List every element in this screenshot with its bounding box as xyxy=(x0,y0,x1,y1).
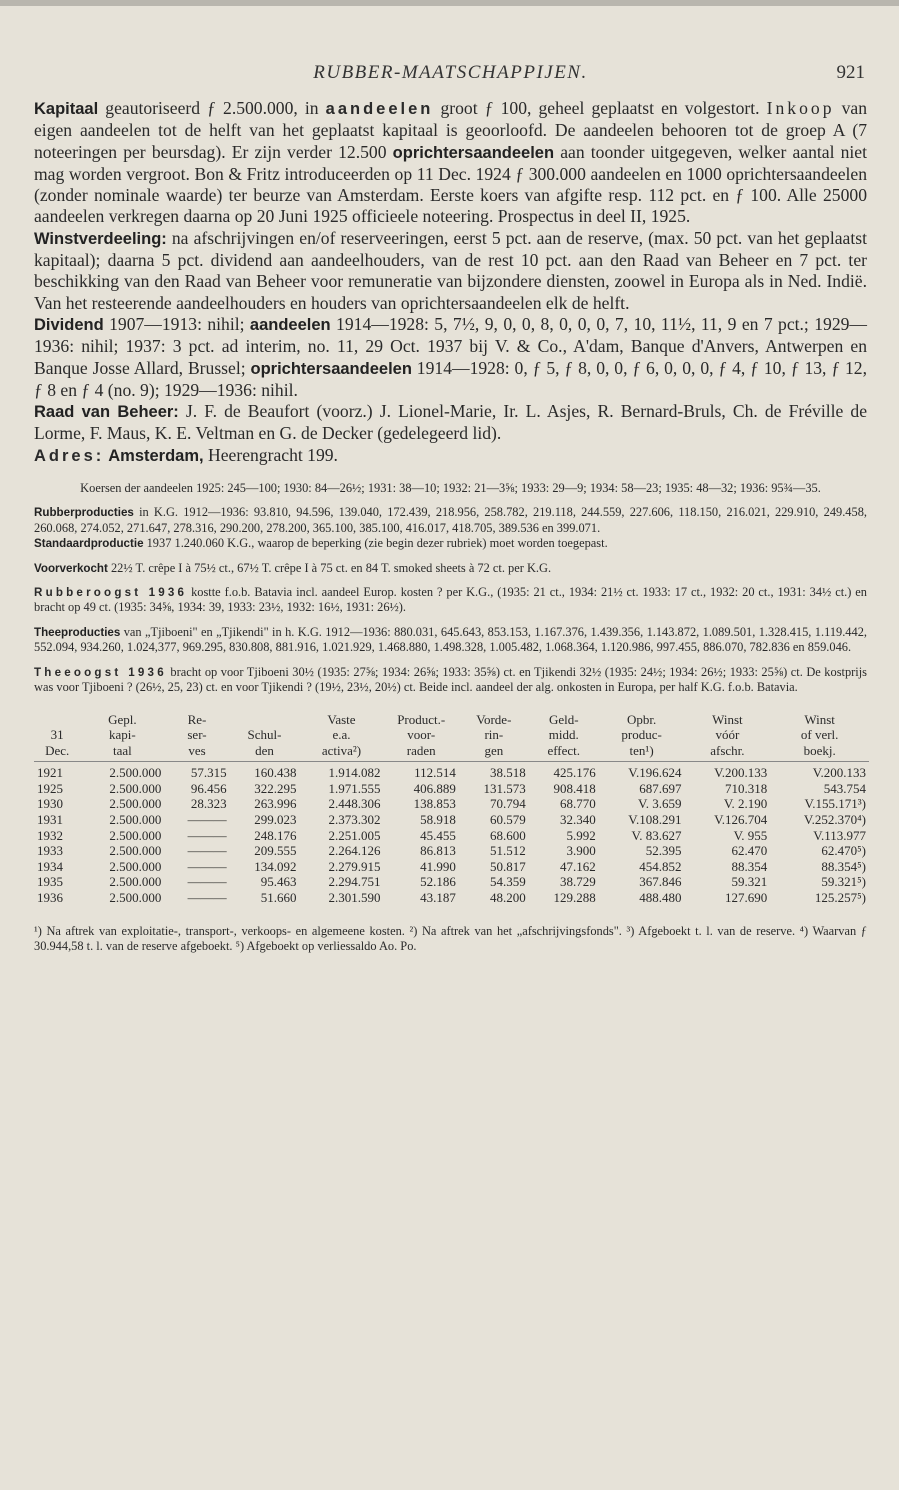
row-year: 1932 xyxy=(37,827,63,843)
table-cell: 2.500.000 xyxy=(109,843,162,859)
table-cell: 43.187 xyxy=(420,890,456,906)
winst-label: Winstverdeeling: xyxy=(34,229,167,248)
table-cell: ——— xyxy=(187,843,227,859)
table-cell: 160.438 xyxy=(254,765,297,781)
table-cell: ——— xyxy=(187,874,227,890)
raad-label: Raad van Beheer: xyxy=(34,403,179,422)
row-year: 1935 xyxy=(37,874,63,890)
table-cell: V.252.370⁴) xyxy=(803,812,866,828)
table-cell: 59.321 xyxy=(731,874,768,890)
rubberproducties-text: in K.G. 1912—1936: 93.810, 94.596, 139.040, 172.439, 218.956, 258.782, 219.118, 244.559, 227.606, 118.150, 216.021, 229.910, 249.458, 260.068, 274.052, 271.647, 278.316, 290.200, 278.200, 365.100, 385.100, 416.017, 418.705, 389.536 en 399.071. xyxy=(34,505,867,535)
table-cell: 38.518 xyxy=(490,765,526,781)
adres-paragraph xyxy=(34,445,867,467)
table-cell: 2.500.000 xyxy=(109,765,162,781)
table-cell: 50.817 xyxy=(490,858,526,874)
dividend-oprichters: oprichtersaandeelen xyxy=(250,359,412,378)
table-cell: 2.500.000 xyxy=(109,796,162,812)
column-header: 31 Dec. xyxy=(45,727,70,758)
row-year: 1934 xyxy=(37,858,63,874)
table-cell: 47.162 xyxy=(559,858,596,874)
dividend-paragraph xyxy=(34,314,867,401)
table-cell: 57.315 xyxy=(190,765,227,781)
table-cell: 2.264.126 xyxy=(328,843,381,859)
table-cell: 2.251.005 xyxy=(328,827,381,843)
table-cell: 406.889 xyxy=(413,780,456,796)
table-cell: 59.321⁵) xyxy=(821,874,866,890)
standaard-text: 1937 1.240.060 K.G., waarop de beperking (zie begin dezer rubriek) moet worden toegepast. xyxy=(143,536,608,551)
voorverkocht-text: 22½ T. crêpe I à 75½ ct., 67½ T. crêpe I à 75 ct. en 84 T. smoked sheets à 72 ct. per K.G. xyxy=(107,560,552,575)
table-cell: 62.470⁵) xyxy=(821,843,866,859)
column-header: Vorde- rin- gen xyxy=(476,711,512,758)
table-cell: 68.770 xyxy=(559,796,596,812)
table-cell: V.200.133 xyxy=(714,765,768,781)
table-cell: 112.514 xyxy=(414,765,456,781)
table-cell: 138.853 xyxy=(413,796,456,812)
table-cell: 2.448.306 xyxy=(328,796,381,812)
table-cell: 2.500.000 xyxy=(109,812,162,828)
adres-city: Amsterdam, xyxy=(104,446,204,465)
table-row xyxy=(34,890,869,906)
table-cell: ——— xyxy=(187,812,227,828)
winst-text: na afschrijvingen en/of reserveeringen, eerst 5 pct. aan de reserve, (max. 50 pct. van het geplaatst kapitaal); daarna 5 pct. dividend aan aandeelhouders, van de rest 10 pct. aan den Raad van Beheer en 7 pct. ter beschikking van den Raad van Beheer voor remuneratie van bijzondere diensten, zoowel in Europa als in Ned. Indië. Van het resteerende aandeelhouders en houders van oprichtersaandeelen elk de helft. xyxy=(34,227,867,313)
table-cell: 2.500.000 xyxy=(109,780,162,796)
table-cell: 248.176 xyxy=(254,827,297,843)
main-text xyxy=(34,98,867,467)
table-cell: 1.914.082 xyxy=(328,765,381,781)
kapitaal-oprichters: oprichtersaandeelen xyxy=(392,143,555,162)
row-year: 1925 xyxy=(37,780,63,796)
table-row xyxy=(34,828,869,844)
table-cell: 2.500.000 xyxy=(109,858,162,874)
table-cell: 38.729 xyxy=(559,874,596,890)
table-cell: 2.500.000 xyxy=(109,874,162,890)
footnotes: ¹) Na aftrek van exploitatie-, transport-, verkoops- en algemeene kosten. ²) Na aftrek van het „afschrijvingsfonds". ³) Afgeboekt t. l. van de reserve. ⁴) Waarvan ƒ 30.944,58 t. l. van de reserve afgeboekt. ⁵) Afgeboekt op verliessaldo Ao. Po. xyxy=(34,923,867,954)
table-cell: 48.200 xyxy=(490,890,526,906)
table-cell: 322.295 xyxy=(254,780,297,796)
table-cell: V.196.624 xyxy=(628,765,682,781)
table-cell: 131.573 xyxy=(483,780,526,796)
table-cell: 86.813 xyxy=(420,843,456,859)
table-cell: 2.294.751 xyxy=(328,874,381,890)
table-cell: 2.500.000 xyxy=(109,890,162,906)
voorverkocht-paragraph xyxy=(34,561,867,576)
rubberoogst-label: Rubberoogst 1936 xyxy=(34,586,188,600)
table-cell: 54.359 xyxy=(490,874,526,890)
table-cell: 51.660 xyxy=(260,890,297,906)
table-cell: 52.186 xyxy=(420,874,456,890)
table-cell: 88.354 xyxy=(731,858,768,874)
dividend-label: Dividend xyxy=(34,315,104,334)
table-cell: 95.463 xyxy=(260,874,297,890)
rubberoogst-paragraph xyxy=(34,585,867,616)
scan-edge xyxy=(0,0,899,6)
raad-paragraph xyxy=(34,401,867,445)
table-cell: 125.257⁵) xyxy=(814,890,866,906)
table-cell: 70.794 xyxy=(490,796,526,812)
table-cell: V.113.977 xyxy=(813,827,866,843)
row-year: 1930 xyxy=(37,796,63,812)
table-cell: 60.579 xyxy=(490,812,526,828)
table-cell: 88.354⁵) xyxy=(821,858,866,874)
table-cell: 263.996 xyxy=(254,796,297,812)
table-cell: 2.279.915 xyxy=(328,858,381,874)
table-cell: V.108.291 xyxy=(628,812,682,828)
table-body xyxy=(34,762,869,906)
table-row xyxy=(34,859,869,875)
table-cell: V. 955 xyxy=(733,827,768,843)
table-cell: ——— xyxy=(187,858,227,874)
kapitaal-text-1: geautoriseerd ƒ 2.500.000, in xyxy=(98,98,326,118)
table-cell: 51.512 xyxy=(490,843,526,859)
financial-table xyxy=(34,712,869,906)
table-cell: V.155.171³) xyxy=(804,796,866,812)
table-cell: 425.176 xyxy=(553,765,596,781)
table-cell: 58.918 xyxy=(420,812,456,828)
table-row xyxy=(34,796,869,812)
dividend-aandeelen: aandeelen xyxy=(249,315,331,334)
row-year: 1936 xyxy=(37,890,63,906)
standaard-paragraph xyxy=(34,536,867,551)
table-cell: 134.092 xyxy=(254,858,297,874)
table-cell: V. 3.659 xyxy=(638,796,682,812)
table-cell: 3.900 xyxy=(566,843,596,859)
table-header-row xyxy=(34,712,869,762)
table-cell: 687.697 xyxy=(639,780,682,796)
row-year: 1921 xyxy=(37,765,63,781)
table-cell: 129.288 xyxy=(553,890,596,906)
table-cell: 2.500.000 xyxy=(109,827,162,843)
table-cell: 209.555 xyxy=(254,843,297,859)
table-row xyxy=(34,843,869,859)
running-head: RUBBER-MAATSCHAPPIJEN. xyxy=(313,62,588,83)
table-cell: 1.971.555 xyxy=(328,780,381,796)
table-cell: ——— xyxy=(187,827,227,843)
rubberproducties-paragraph xyxy=(34,505,867,536)
dividend-text-1: 1907—1913: nihil; xyxy=(103,313,250,334)
table-cell: V.126.704 xyxy=(714,812,768,828)
theeproducties-text: van „Tjiboeni" en „Tjikendi" in h. K.G. 1912—1936: 880.031, 645.643, 853.153, 1.167.376, 1.439.356, 1.143.872, 1.089.501, 1.328.415, 1.119.442, 552.094, 934.260, 1.024,377, 969.295, 830.808, 881.916, 1.021.929, 1.468.880, 1.498.328, 1.005.482, 1.068.364, 1.120.986, 997.455, 886.070, 782.836 en 859.046. xyxy=(34,624,867,655)
column-header: Product.- voor- raden xyxy=(397,711,446,758)
theeproducties-label: Theeproducties xyxy=(34,625,121,639)
adres-label: Adres: xyxy=(34,446,105,465)
table-cell: 488.480 xyxy=(639,890,682,906)
table-cell: 908.418 xyxy=(553,780,596,796)
column-header: Winst of verl. boekj. xyxy=(800,711,839,758)
kapitaal-label: Kapitaal xyxy=(34,100,99,118)
table-cell: 28.323 xyxy=(190,796,227,812)
adres-text: Heerengracht 199. xyxy=(203,444,338,465)
table-cell: 454.852 xyxy=(639,858,682,874)
table-cell: V. 2.190 xyxy=(723,796,768,812)
table-row xyxy=(34,762,869,781)
table-cell: 96.456 xyxy=(190,780,227,796)
table-cell: 62.470 xyxy=(731,843,768,859)
column-header: Geld- midd. effect. xyxy=(547,711,581,758)
theeoogst-paragraph xyxy=(34,665,867,696)
koersen-paragraph: Koersen der aandeelen 1925: 245—100; 1930: 84—26½; 1931: 38—10; 1932: 21—3⅝; 1933: 29—9; 1934: 58—23; 1935: 48—32; 1936: 95¾—35. xyxy=(80,481,821,496)
table-cell: 2.373.302 xyxy=(328,812,381,828)
table-cell: ——— xyxy=(187,890,227,906)
column-header: Opbr. produc- ten¹) xyxy=(621,711,662,758)
table-cell: 5.992 xyxy=(566,827,596,843)
table-row xyxy=(34,781,869,797)
table-cell: 299.023 xyxy=(254,812,297,828)
table-row xyxy=(34,812,869,828)
table-cell: 52.395 xyxy=(645,843,682,859)
winst-paragraph xyxy=(34,228,867,314)
table-cell: 41.990 xyxy=(420,858,456,874)
dividend-text-3: 1914—1928: 0, ƒ 5, ƒ 8, 0, 0, ƒ 6, 0, 0, 0, ƒ 4, ƒ 10, ƒ 13, ƒ 12, ƒ 8 en ƒ 4 (no. 9); 1929—1936: nihil. xyxy=(34,357,868,400)
row-year: 1931 xyxy=(37,812,63,828)
kapitaal-text-2: groot ƒ 100, geheel geplaatst en volgestort. xyxy=(433,98,767,118)
table-cell: 543.754 xyxy=(823,780,866,796)
table-cell: 367.846 xyxy=(639,874,682,890)
statistics-section xyxy=(34,481,867,695)
theeoogst-text: bracht op voor Tjiboeni 30½ (1935: 27⅝; 1934: 26⅝; 1933: 35⅝) ct. en Tjikendi 32½ (1935: 24½; 1934: 26½; 1933: 25⅝) ct. De kostprijs was voor Tjiboeni ? (26½, 25, 23) ct. en voor Tjikendi ? (19½, 23½, 20½) ct. Beide incl. aandeel der alg. onkosten in Europa, per half K.G. f.o.b. Batavia. xyxy=(34,664,867,695)
table-cell: 710.318 xyxy=(725,780,768,796)
theeoogst-label: Theeoogst 1936 xyxy=(34,665,167,679)
column-header: Vaste e.a. activa²) xyxy=(321,711,362,758)
kapitaal-aandeelen: aandeelen xyxy=(325,100,434,118)
page-header xyxy=(34,58,867,98)
rubberproducties-label: Rubberproducties xyxy=(34,506,134,520)
column-header: Schul- den xyxy=(247,727,282,758)
kapitaal-inkoop: Inkoop xyxy=(766,98,835,118)
table-cell: 127.690 xyxy=(725,890,768,906)
table-cell: 68.600 xyxy=(490,827,526,843)
row-year: 1933 xyxy=(37,843,63,859)
table-row xyxy=(34,874,869,890)
rubberoogst-text: kostte f.o.b. Batavia incl. aandeel Europ. kosten ? per K.G., (1935: 21 ct., 1934: 21½ ct. 1933: 17 ct., 1932: 20 ct., 1931: 34½ ct.) en bracht op 49 ct. (1935: 34⅝, 1934: 39, 1933: 23½, 1932: 16½, 1931: 26½). xyxy=(34,585,867,615)
column-header: Winst vóór afschr. xyxy=(710,711,745,758)
column-header: Re- ser- ves xyxy=(187,711,207,758)
standaard-label: Standaardproductie xyxy=(34,537,144,551)
kapitaal-paragraph xyxy=(34,98,867,228)
table-cell: V.200.133 xyxy=(812,765,866,781)
page-number: 921 xyxy=(836,62,865,83)
raad-text: J. F. de Beaufort (voorz.) J. Lionel-Marie, Ir. L. Asjes, R. Bernard-Bruls, Ch. de Fréville de Lorme, F. Maus, K. E. Veltman en G. de Decker (gedelegeerd lid). xyxy=(34,401,868,444)
column-header: Gepl. kapi- taal xyxy=(108,711,137,758)
voorverkocht-label: Voorverkocht xyxy=(34,561,108,575)
kapitaal-text-3: van eigen aandeelen tot de helft van het geplaatst kapitaal is geoorloofd. De aandeelen behooren tot de groep A (7 noteeringen per beursdag). Er zijn verder 12.500 xyxy=(34,98,867,162)
table-cell: 32.340 xyxy=(559,812,596,828)
table-cell: V. 83.627 xyxy=(631,827,682,843)
table-cell: 2.301.590 xyxy=(328,890,381,906)
table-cell: 45.455 xyxy=(420,827,456,843)
dividend-text-2: 1914—1928: 5, 7½, 9, 0, 0, 8, 0, 0, 0, 7, 10, 11½, 11, 9 en 7 pct.; 1929—1936: nihil; 1937: 3 pct. ad interim, no. 11, 29 Oct. 1937 bij V. & Co., A'dam, Banque d'Anvers, Antwerpen en Banque Josse Allard, Brussel; xyxy=(34,313,868,378)
kapitaal-text-4: aan toonder uitgegeven, welker aantal niet mag worden vergroot. Bon & Fritz introduceerden op 11 Dec. 1924 ƒ 300.000 aandeelen en 1000 oprichtersaandeelen (zonder nominale waarde) ter beurze van Amsterdam. Eerste koers van afgifte resp. 112 pct. en ƒ 100. Alle 25000 aandeelen verkregen daarna op 20 Juni 1925 officieele noteering. Prospectus in deel II, 1925. xyxy=(34,141,867,227)
theeproducties-paragraph xyxy=(34,625,867,656)
